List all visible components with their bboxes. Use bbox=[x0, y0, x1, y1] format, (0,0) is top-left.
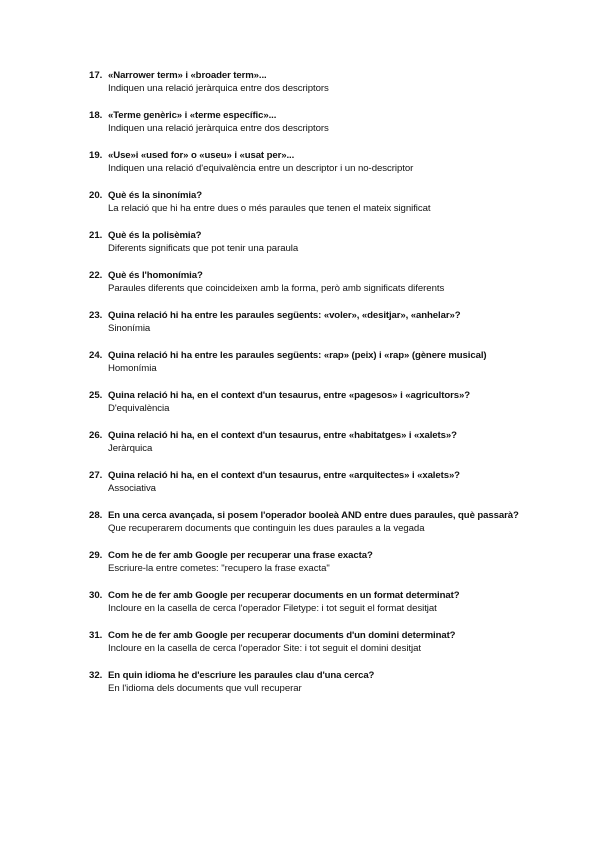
item-number: 32. bbox=[89, 670, 103, 681]
qa-item-19 bbox=[89, 150, 559, 175]
item-answer: Jeràrquica bbox=[108, 442, 153, 454]
qa-item-23 bbox=[89, 310, 559, 335]
qa-item-26 bbox=[89, 430, 559, 455]
item-body bbox=[108, 230, 559, 255]
qa-item-28 bbox=[89, 510, 559, 535]
item-answer: Indiquen una relació jeràrquica entre dos descriptors bbox=[108, 122, 329, 134]
item-number: 20. bbox=[89, 190, 103, 201]
question-answer-list bbox=[89, 70, 559, 710]
item-body bbox=[108, 630, 559, 655]
item-answer: Escriure-la entre cometes: "recupero la frase exacta" bbox=[108, 562, 330, 574]
item-number: 31. bbox=[89, 630, 103, 641]
item-answer: Indiquen una relació jeràrquica entre dos descriptors bbox=[108, 82, 329, 94]
item-question: Quina relació hi ha entre les paraules següents: «voler», «desitjar», «anhelar»? bbox=[108, 310, 461, 321]
item-body bbox=[108, 390, 559, 415]
item-answer: Paraules diferents que coincideixen amb la forma, però amb significats diferents bbox=[108, 282, 445, 294]
item-question: Com he de fer amb Google per recuperar documents en un format determinat? bbox=[108, 590, 460, 601]
item-number: 19. bbox=[89, 150, 103, 161]
qa-item-18 bbox=[89, 110, 559, 135]
qa-item-32 bbox=[89, 670, 559, 695]
item-number: 25. bbox=[89, 390, 103, 401]
qa-item-30 bbox=[89, 590, 559, 615]
item-number: 29. bbox=[89, 550, 103, 561]
qa-item-17 bbox=[89, 70, 559, 95]
item-number: 26. bbox=[89, 430, 103, 441]
item-body bbox=[108, 510, 559, 535]
item-body bbox=[108, 670, 559, 695]
qa-item-20 bbox=[89, 190, 559, 215]
item-body bbox=[108, 430, 559, 455]
item-answer: Sinonímia bbox=[108, 322, 151, 334]
item-question: Què és la polisèmia? bbox=[108, 230, 202, 241]
item-number: 22. bbox=[89, 270, 103, 281]
item-number: 28. bbox=[89, 510, 103, 521]
item-answer: D'equivalència bbox=[108, 402, 170, 414]
item-question: Quina relació hi ha, en el context d'un tesaurus, entre «arquitectes» i «xalets»? bbox=[108, 470, 460, 481]
item-question: Quina relació hi ha entre les paraules següents: «rap» (peix) i «rap» (gènere musical) bbox=[108, 350, 487, 361]
item-answer: Diferents significats que pot tenir una paraula bbox=[108, 242, 299, 254]
qa-item-22 bbox=[89, 270, 559, 295]
item-answer: Incloure en la casella de cerca l'operador Filetype: i tot seguit el format desitjat bbox=[108, 602, 437, 614]
item-body bbox=[108, 150, 559, 175]
item-question: Com he de fer amb Google per recuperar documents d'un domini determinat? bbox=[108, 630, 456, 641]
qa-item-25 bbox=[89, 390, 559, 415]
item-body bbox=[108, 70, 559, 95]
qa-item-24 bbox=[89, 350, 559, 375]
item-number: 30. bbox=[89, 590, 103, 601]
qa-item-21 bbox=[89, 230, 559, 255]
item-body bbox=[108, 590, 559, 615]
item-answer: En l'idioma dels documents que vull recuperar bbox=[108, 682, 302, 694]
item-number: 18. bbox=[89, 110, 103, 121]
item-body bbox=[108, 550, 559, 575]
item-question: Què és l'homonímia? bbox=[108, 270, 203, 281]
item-question: «Narrower term» i «broader term»... bbox=[108, 70, 267, 81]
qa-item-31 bbox=[89, 630, 559, 655]
item-question: «Use»i «used for» o «useu» i «usat per»... bbox=[108, 150, 295, 161]
item-answer: Homonímia bbox=[108, 362, 157, 374]
item-number: 23. bbox=[89, 310, 103, 321]
item-question: Com he de fer amb Google per recuperar una frase exacta? bbox=[108, 550, 373, 561]
item-number: 24. bbox=[89, 350, 103, 361]
item-question: En una cerca avançada, si posem l'operador booleà AND entre dues paraules, què passarà? bbox=[108, 510, 519, 521]
item-question: Quina relació hi ha, en el context d'un tesaurus, entre «habitatges» i «xalets»? bbox=[108, 430, 457, 441]
item-body bbox=[108, 350, 559, 375]
item-body bbox=[108, 190, 559, 215]
item-number: 21. bbox=[89, 230, 103, 241]
item-body bbox=[108, 270, 559, 295]
item-number: 17. bbox=[89, 70, 103, 81]
item-answer: Indiquen una relació d'equivalència entre un descriptor i un no-descriptor bbox=[108, 162, 414, 174]
item-question: Què és la sinonímia? bbox=[108, 190, 202, 201]
qa-item-29 bbox=[89, 550, 559, 575]
item-question: En quin idioma he d'escriure les paraules clau d'una cerca? bbox=[108, 670, 375, 681]
item-answer: Associativa bbox=[108, 482, 156, 494]
item-body bbox=[108, 110, 559, 135]
item-body bbox=[108, 470, 559, 495]
item-question: Quina relació hi ha, en el context d'un tesaurus, entre «pagesos» i «agricultors»? bbox=[108, 390, 470, 401]
item-answer: Que recuperarem documents que continguin les dues paraules a la vegada bbox=[108, 522, 425, 534]
item-body bbox=[108, 310, 559, 335]
item-answer: Incloure en la casella de cerca l'operador Site: i tot seguit el domini desitjat bbox=[108, 642, 422, 654]
item-answer: La relació que hi ha entre dues o més paraules que tenen el mateix significat bbox=[108, 202, 431, 214]
qa-item-27 bbox=[89, 470, 559, 495]
item-question: «Terme genèric» i «terme específic»... bbox=[108, 110, 277, 121]
item-number: 27. bbox=[89, 470, 103, 481]
